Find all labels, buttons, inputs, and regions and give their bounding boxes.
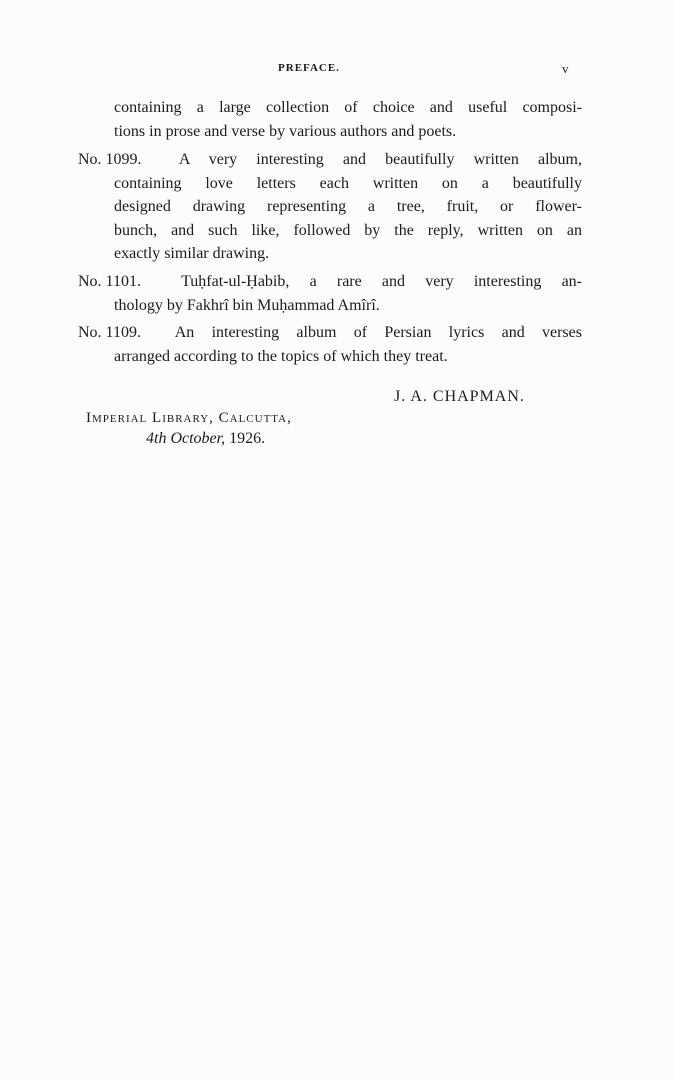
date-day: 4th [146, 430, 167, 447]
entry-line: containing love letters each written on a beautifully [114, 174, 582, 192]
entry-number: No. 1101. [78, 273, 141, 290]
running-title: PREFACE. [278, 62, 340, 74]
entry-line: tions in prose and verse by various authors and poets. [114, 122, 457, 140]
entry-line: Tuḥfat-ul-Ḥabib, a rare and very interesting an- [181, 273, 582, 290]
entry-number: No. 1099. [78, 151, 142, 168]
entry-line: bunch, and such like, followed by the reply, written on an [114, 221, 582, 239]
entry-line: A very interesting and beautifully written album, [178, 151, 582, 168]
entry-line: designed drawing representing a tree, fruit, or flower- [114, 198, 582, 216]
date-line [146, 430, 265, 448]
entry-line: arranged according to the topics of which they treat. [114, 347, 448, 365]
entry-number: No. 1109. [78, 324, 141, 341]
entry-1101 [78, 270, 582, 317]
date-year: 1926. [229, 430, 266, 447]
entry-continuation [78, 96, 582, 143]
entry-line: containing a large collection of choice and useful composi- [114, 99, 582, 116]
signature: J. A. CHAPMAN. [394, 388, 525, 405]
entry-first-line [78, 270, 582, 294]
entry-first-line [78, 321, 582, 345]
entry-line: An interesting album of Persian lyrics and verses [174, 324, 582, 341]
entry-first-line [78, 148, 582, 172]
page-number: v [562, 61, 569, 76]
date-month: October, [170, 430, 226, 447]
entry-line: exactly similar drawing. [114, 245, 270, 263]
entry-1109 [78, 321, 582, 368]
entry-line: thology by Fakhrî bin Muḥammad Amîrî. [114, 296, 380, 314]
entry-1099 [78, 148, 582, 266]
place-line: Imperial Library, Calcutta, [86, 410, 292, 426]
